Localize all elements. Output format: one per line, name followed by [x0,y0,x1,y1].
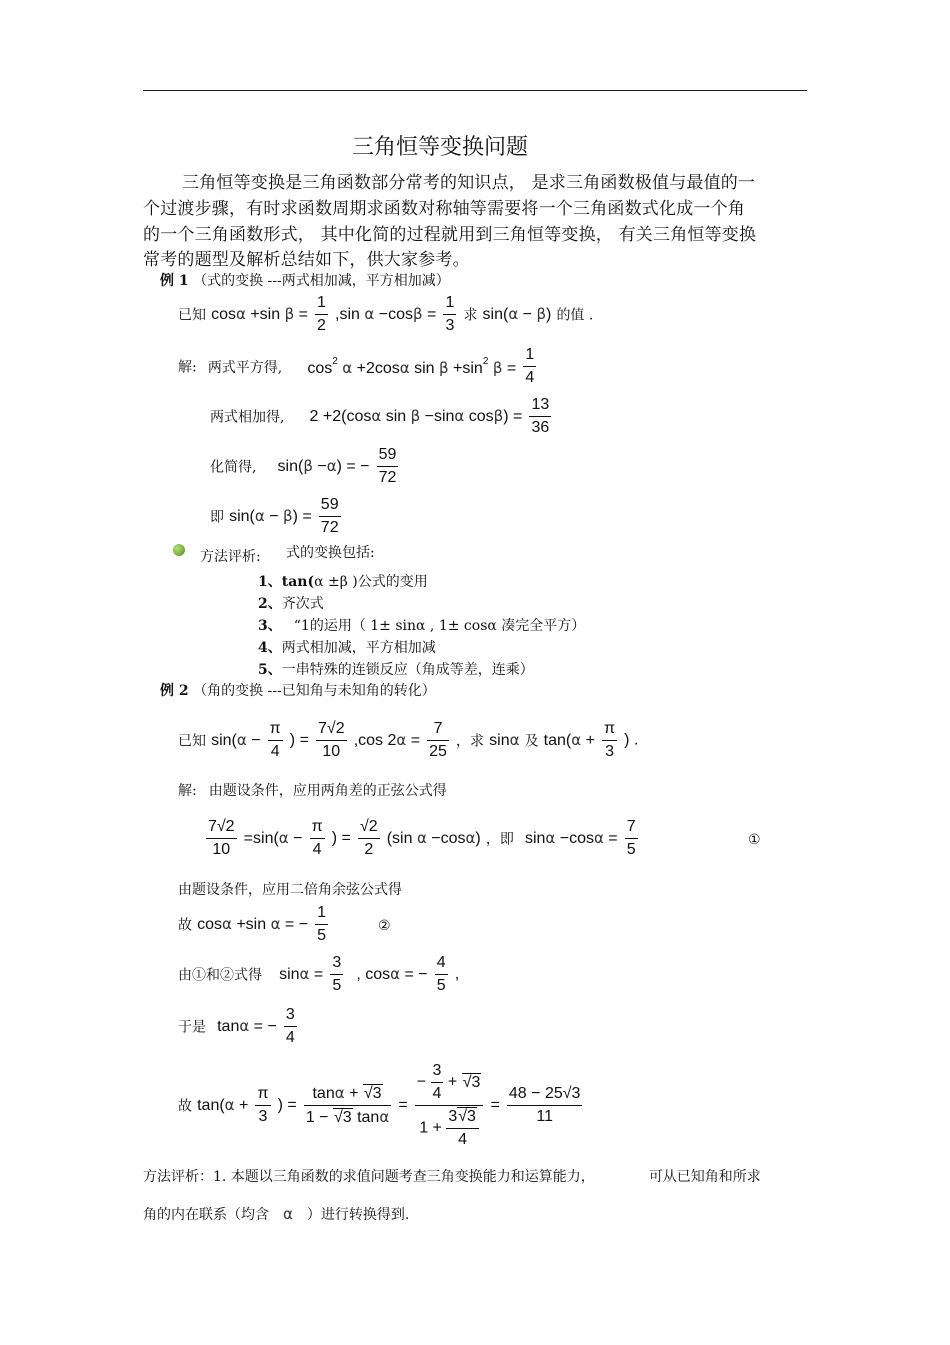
step4-expr: sin(α − β) = [229,507,312,525]
step3-expr: sin(β −α) = − [277,457,370,475]
fraction-pi-3-b: $\frac{\pi}{3}$ [257,1085,269,1125]
given-expr-2: ,sin α −cosβ = [335,305,437,323]
given-expr-1: cosα +sin β = [211,305,308,323]
page-title: 三角恒等变换问题 [351,135,528,160]
fraction-compound: − $\frac{3}{4}$ + √3 1 + $\frac{3√3}{4}$ [415,1060,484,1151]
step1-label: 两式平方得, [207,359,283,376]
method2-line-2: 角的内在联系（均含 α ）进行转换得到. [143,1205,410,1223]
example1-step2 [210,394,553,439]
fraction-7r2-10: $\frac{7√2}{10}$ [318,720,345,760]
fraction-pi-4: $\frac{\pi}{4}$ [269,720,281,760]
example2-topic: （角的变换 ---已知角与未知角的转化） [193,683,436,699]
fraction-7r2-10-b: $\frac{7√2}{10}$ [208,818,235,858]
intro-line-4: 常考的题型及解析总结如下，供大家参考。 [143,250,470,270]
fraction-pi-3: $\frac{\pi}{3}$ [604,720,616,760]
target-suffix: 的值 . [556,307,594,324]
example2-heading [160,680,436,700]
method1-item-4: 4、两式相加减，平方相加减 [258,640,436,656]
fraction-59-72-b: $\frac{59}{72}$ [320,496,339,536]
step4-label: 即 [210,509,224,526]
fraction-4-5: $\frac{4}{5}$ [436,954,446,994]
method1-item-5: 5、一串特殊的连锁反应（角成等差，连乘） [258,662,534,678]
example2-given: 已知 sin(α − $\frac{\pi}{4}$ ) = $\frac{7√2}{10}$ ,cos 2α = $\frac{7}{25}$ ，求 sinα 及 tan(α + $\frac{\pi}{3}$ ) . [178,718,638,763]
method1-item-1: 1、tan(α ±β )公式的变用 [258,574,428,590]
fraction-59-72: $\frac{59}{72}$ [378,446,397,486]
example1-step4 [210,494,343,539]
method1-label: 方法评析: [200,549,261,565]
example1-step1 [178,344,538,389]
equation-marker-2: ② [378,918,391,934]
example1-heading [160,270,450,290]
example1-topic: （式的变换 ---两式相加减，平方相加减） [193,273,450,289]
fraction-1-4: $\frac{1}{4}$ [525,346,535,386]
fraction-7-25: $\frac{7}{25}$ [429,720,447,760]
given-label: 已知 [178,307,206,324]
fraction-3-4: $\frac{3}{4}$ [285,1006,295,1046]
example1-number: 例 1 [160,273,189,289]
example2-eq1: $\frac{7√2}{10}$ =sin(α − $\frac{\pi}{4}$ ) = $\frac{√2}{2}$ (sin α −cosα) ，即 sinα −cosα = $\frac{7}{5}$ [204,816,640,861]
step3-label: 化简得, [210,459,257,476]
example2-final: 故 tan(α + $\frac{\pi}{3}$ ) = $\frac{\tan\alpha + √3}{1 - √3 \tan\alpha}$ = − $\frac{3}{4}$ + √3 1 + $\frac{3√3}{4}$ = $\frac{48 - 25√3}{11}$ [178,1060,584,1151]
equation-marker-1: ① [748,832,761,848]
step1-expr: $\cos^2 \alpha +2\cos\alpha$ $\sin \beta +\sin^2$ β = [307,355,517,377]
fraction-7-5: $\frac{7}{5}$ [626,818,636,858]
fraction-1-2: $\frac{1}{2}$ [317,294,326,334]
fraction-pi-4-b: $\frac{\pi}{4}$ [311,818,323,858]
intro-line-1: 三角恒等变换是三角函数部分常考的知识点， 是求三角函数极值与最值的一 [182,173,756,193]
intro-line-2: 个过渡步骤，有时求函数周期求函数对称轴等需要将一个三角函数式化成一个角 [143,199,745,219]
fraction-1-3: $\frac{1}{3}$ [445,294,455,334]
method1-intro: 式的变换包括: [286,545,375,561]
intro-line-3: 的一个三角函数形式， 其中化简的过程就用到三角恒等变换， 有关三角恒等变换 [143,225,757,245]
method1-item-3: 3、 “1的运用（ 1± sinα , 1± cosα 凑完全平方） [258,618,586,634]
step2-label: 两式相加得, [210,409,285,426]
example2-eq3: 由①和②式得 sinα = $\frac{3}{5}$ , cosα = − $\frac{4}{5}$ , [178,952,459,997]
qiu-label: 求 [463,307,478,324]
fraction-3-5: $\frac{3}{5}$ [332,954,342,994]
header-rule [143,90,807,91]
example2-eq2: 故 cosα +sin α = − $\frac{1}{5}$ [178,902,330,947]
given-label-2: 已知 [178,733,206,750]
target-expr: sin(α − β) [482,305,552,323]
example1-step3 [210,444,400,489]
method1-item-2: 2、齐次式 [258,596,324,612]
solution-label: 解: [178,359,197,376]
example2-solution-intro: 解: 由题设条件，应用两角差的正弦公式得 [178,783,447,799]
example2-eq4: 于是 tanα = − $\frac{3}{4}$ [178,1004,299,1049]
example2-cos2-line: 由题设条件，应用二倍角余弦公式得 [178,882,402,898]
fraction-final-answer: $\frac{48 - 25√3}{11}$ [508,1085,581,1125]
step2-expr: 2 +2(cosα sin β −sinα cosβ) = [309,407,523,425]
fraction-tan-ratio: $\frac{\tan\alpha + √3}{1 - √3 \tan\alpha}$ [305,1084,390,1126]
fraction-1-5: $\frac{1}{5}$ [317,904,327,944]
fraction-r2-2: $\frac{√2}{2}$ [359,818,378,858]
example1-given [178,292,593,337]
fraction-13-36: $\frac{13}{36}$ [531,396,550,436]
example2-number: 例 2 [160,683,189,699]
green-bullet-icon [173,544,185,556]
method2-line-1: 方法评析：1. 本题以三角函数的求值问题考查三角变换能力和运算能力， 可从已知角和所求 [143,1169,761,1185]
